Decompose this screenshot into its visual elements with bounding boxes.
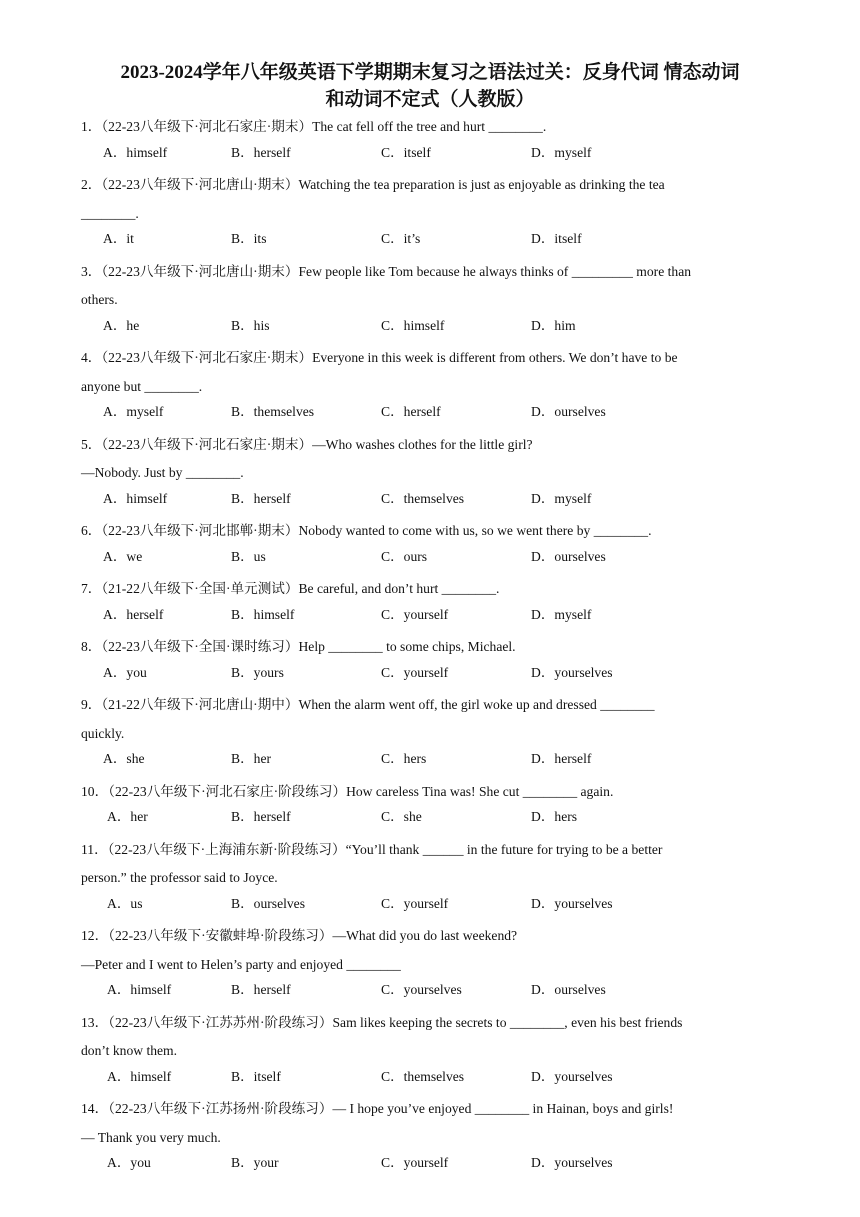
option-a: A．it xyxy=(103,231,134,246)
option-row xyxy=(81,142,781,164)
option-d: D．yourselves xyxy=(531,895,613,911)
question-text: — Thank you very much. xyxy=(81,1129,221,1145)
question-text: When the alarm went off, the girl woke up and dressed ________ xyxy=(298,697,655,712)
question-item xyxy=(81,517,781,568)
question-item xyxy=(81,922,781,1001)
question-source: （22-23八年级下·河北唐山·期末） xyxy=(101,263,299,279)
question-number: 13． xyxy=(81,1014,109,1030)
option-a: A．herself xyxy=(103,606,164,622)
question-source: （22-23八年级下·河北邯郸·期末） xyxy=(101,523,299,538)
question-stem-continued xyxy=(81,200,781,229)
option-d: D．him xyxy=(531,317,576,333)
option-a: A．she xyxy=(103,751,145,766)
option-c: C．yourself xyxy=(381,664,449,680)
question-number: 5． xyxy=(81,436,102,452)
option-row xyxy=(81,1066,781,1088)
question-text: Watching the tea preparation is just as enjoyable as drinking the tea xyxy=(298,177,665,192)
question-source: （22-23八年级下·安徽蚌埠·阶段练习） xyxy=(108,928,333,943)
option-a: A．he xyxy=(103,317,140,333)
question-list xyxy=(81,113,781,1182)
question-stem-continued xyxy=(81,286,781,315)
option-a: A．himself xyxy=(107,1068,172,1084)
question-text: How careless Tina was! She cut ________ again. xyxy=(346,783,614,799)
question-number: 10． xyxy=(81,783,109,799)
question-stem xyxy=(81,1095,781,1124)
document-title-line-1: 2023-2024学年八年级英语下学期期末复习之语法过关：反身代词 情态动词 xyxy=(120,62,740,83)
question-text: The cat fell off the tree and hurt ________. xyxy=(312,119,547,134)
option-b: B．its xyxy=(231,231,267,246)
option-d: D．myself xyxy=(531,606,592,622)
question-source: （21-22八年级下·河北唐山·期中） xyxy=(101,697,299,712)
question-item xyxy=(81,691,781,770)
document-title-line-2: 和动词不定式（人教版） xyxy=(325,89,535,110)
question-text: —Who washes clothes for the little girl? xyxy=(312,436,533,452)
option-row xyxy=(81,1152,781,1174)
question-source: （22-23八年级下·河北石家庄·期末） xyxy=(101,119,313,134)
question-stem xyxy=(81,1009,781,1038)
question-text: don’t know them. xyxy=(81,1043,178,1058)
question-source: （22-23八年级下·河北石家庄·期末） xyxy=(101,350,313,365)
option-a: A．you xyxy=(103,664,147,680)
question-number: 11． xyxy=(81,841,108,857)
question-stem-continued xyxy=(81,720,781,749)
question-text: others. xyxy=(81,292,118,307)
question-number: 4． xyxy=(81,350,102,365)
question-stem xyxy=(81,517,781,546)
option-b: B．herself xyxy=(231,490,291,506)
question-text: anyone but ________. xyxy=(81,378,203,394)
option-a: A．himself xyxy=(103,144,168,160)
option-d: D．myself xyxy=(531,490,592,506)
question-text: Nobody wanted to come with us, so we went there by ________. xyxy=(298,523,652,538)
question-number: 6． xyxy=(81,523,102,538)
option-d: D．yourselves xyxy=(531,1068,613,1084)
option-b: B．herself xyxy=(231,144,291,160)
question-text: ________. xyxy=(81,205,139,221)
option-d: D．ourselves xyxy=(531,404,606,419)
question-item xyxy=(81,575,781,626)
option-c: C．ours xyxy=(381,548,428,564)
question-stem-continued xyxy=(81,864,781,893)
option-a: A．myself xyxy=(103,404,164,419)
question-source: （22-23八年级下·河北唐山·期末） xyxy=(101,177,299,192)
question-text: Few people like Tom because he always thinks of _________ more than xyxy=(298,263,692,279)
option-c: C．yourself xyxy=(381,606,449,622)
option-b: B．itself xyxy=(231,1068,281,1084)
option-row xyxy=(81,662,781,684)
question-source: （22-23八年级下·江苏苏州·阶段练习） xyxy=(108,1014,333,1030)
option-c: C．themselves xyxy=(381,1068,465,1084)
option-c: C．itself xyxy=(381,144,431,160)
question-text: Be careful, and don’t hurt ________. xyxy=(298,581,500,596)
question-source: （22-23八年级下·江苏扬州·阶段练习） xyxy=(108,1101,333,1116)
question-stem-continued xyxy=(81,1124,781,1153)
question-stem xyxy=(81,778,781,807)
option-c: C．themselves xyxy=(381,490,465,506)
option-c: C．herself xyxy=(381,404,441,419)
question-source: （22-23八年级下·上海浦东新·阶段练习） xyxy=(107,841,346,857)
option-d: D．ourselves xyxy=(531,548,606,564)
option-b: B．herself xyxy=(231,982,291,997)
question-item xyxy=(81,836,781,915)
question-item xyxy=(81,258,781,337)
question-number: 2． xyxy=(81,177,102,192)
option-row xyxy=(81,604,781,626)
question-item xyxy=(81,1095,781,1174)
question-source: （22-23八年级下·全国·课时练习） xyxy=(101,639,299,654)
question-text: quickly. xyxy=(81,725,125,741)
option-c: C．hers xyxy=(381,751,427,766)
question-text: —Peter and I went to Helen’s party and enjoyed ________ xyxy=(81,956,401,972)
option-b: B．us xyxy=(231,548,266,564)
option-d: D．herself xyxy=(531,751,592,766)
option-row xyxy=(81,806,781,828)
question-stem-continued xyxy=(81,951,781,980)
question-item xyxy=(81,633,781,684)
option-row xyxy=(81,979,781,1001)
question-stem xyxy=(81,922,781,951)
question-text: person.” the professor said to Joyce. xyxy=(81,870,278,885)
question-item xyxy=(81,344,781,423)
option-b: B．his xyxy=(231,317,270,333)
option-b: B．her xyxy=(231,751,272,766)
question-number: 7． xyxy=(81,581,102,596)
option-a: A．we xyxy=(103,548,143,564)
option-row xyxy=(81,228,781,250)
option-row xyxy=(81,893,781,915)
option-d: D．ourselves xyxy=(531,982,606,997)
option-c: C．yourself xyxy=(381,1155,449,1170)
question-item xyxy=(81,1009,781,1088)
option-a: A．you xyxy=(107,1155,151,1170)
question-item xyxy=(81,171,781,250)
question-number: 12． xyxy=(81,928,109,943)
option-d: D．yourselves xyxy=(531,1155,613,1170)
question-text: Help ________ to some chips, Michael. xyxy=(298,639,516,654)
question-item xyxy=(81,113,781,164)
question-stem xyxy=(81,575,781,604)
question-text: —What did you do last weekend? xyxy=(332,928,518,943)
question-stem-continued xyxy=(81,459,781,488)
question-text: “You’ll thank ______ in the future for trying to be a better xyxy=(345,841,663,857)
question-number: 9． xyxy=(81,697,102,712)
question-text: — I hope you’ve enjoyed ________ in Hainan, boys and girls! xyxy=(332,1101,674,1116)
option-d: D．yourselves xyxy=(531,664,613,680)
option-a: A．himself xyxy=(107,982,172,997)
question-number: 14． xyxy=(81,1101,109,1116)
question-text: Sam likes keeping the secrets to ________, even his best friends xyxy=(332,1014,683,1030)
question-stem xyxy=(81,691,781,720)
option-a: A．her xyxy=(107,809,148,824)
option-d: D．itself xyxy=(531,231,582,246)
question-stem xyxy=(81,431,781,460)
question-stem xyxy=(81,836,781,865)
option-row xyxy=(81,748,781,770)
question-number: 3． xyxy=(81,263,102,279)
question-stem-continued xyxy=(81,373,781,402)
question-source: （22-23八年级下·河北石家庄·期末） xyxy=(101,436,313,452)
option-row xyxy=(81,401,781,423)
question-stem xyxy=(81,344,781,373)
option-c: C．she xyxy=(381,809,422,824)
option-c: C．yourselves xyxy=(381,982,462,997)
question-stem-continued xyxy=(81,1037,781,1066)
option-c: C．yourself xyxy=(381,895,449,911)
option-c: C．it’s xyxy=(381,231,421,246)
question-number: 1． xyxy=(81,119,102,134)
option-d: D．hers xyxy=(531,809,578,824)
question-stem xyxy=(81,113,781,142)
question-stem xyxy=(81,171,781,200)
question-item xyxy=(81,778,781,829)
option-row xyxy=(81,315,781,337)
option-b: B．herself xyxy=(231,809,291,824)
option-d: D．myself xyxy=(531,144,592,160)
option-a: A．himself xyxy=(103,490,168,506)
question-number: 8． xyxy=(81,639,102,654)
question-item xyxy=(81,431,781,510)
option-b: B．themselves xyxy=(231,404,315,419)
option-b: B．himself xyxy=(231,606,295,622)
option-row xyxy=(81,488,781,510)
option-b: B．yours xyxy=(231,664,284,680)
option-c: C．himself xyxy=(381,317,445,333)
question-text: —Nobody. Just by ________. xyxy=(81,465,244,480)
option-row xyxy=(81,546,781,568)
question-stem xyxy=(81,633,781,662)
question-source: （22-23八年级下·河北石家庄·阶段练习） xyxy=(108,783,347,799)
option-b: B．your xyxy=(231,1155,279,1170)
question-stem xyxy=(81,258,781,287)
option-b: B．ourselves xyxy=(231,895,306,911)
question-text: Everyone in this week is different from others. We don’t have to be xyxy=(312,350,678,365)
question-source: （21-22八年级下·全国·单元测试） xyxy=(101,581,299,596)
option-a: A．us xyxy=(107,895,143,911)
